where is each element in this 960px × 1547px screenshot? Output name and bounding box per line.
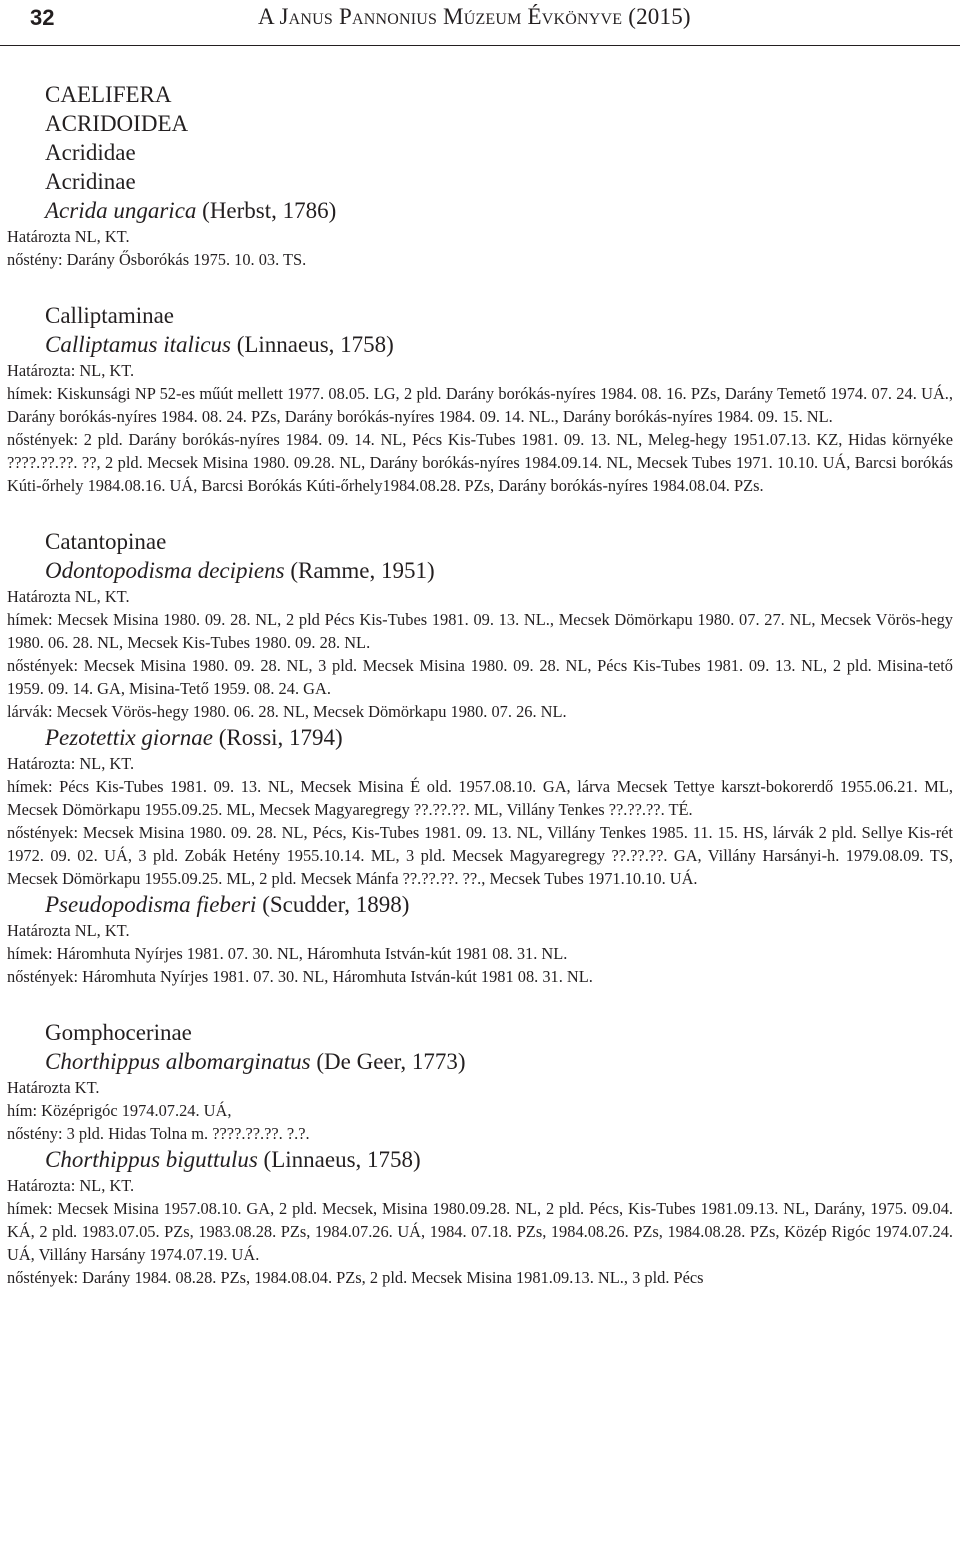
taxon-heading: Acrididae — [45, 140, 136, 165]
species-heading — [7, 723, 953, 752]
record-paragraph: hímek: Pécs Kis-Tubes 1981. 09. 13. NL, Mecsek Misina É old. 1957.08.10. GA, lárva Mecsek Tettye karszt-bokorerdő 1955.06.21. ML, Mecsek Dömörkapu 1955.09.25. ML, Mecsek Magyaregregy ??.??.??. ML, Villány Tenkes ??.??.??. TÉ. — [7, 777, 953, 819]
species-heading — [7, 556, 953, 585]
species-author: (De Geer, 1773) — [310, 1049, 466, 1074]
section-gap — [7, 271, 953, 301]
record-paragraph: nőstények: Mecsek Misina 1980. 09. 28. NL, Pécs, Kis-Tubes 1981. 09. 13. NL, Villány Tenkes 1985. 11. 15. HS, lárvák 2 pld. Sellye Kis-rét 1972. 09. 02. UÁ, 3 pld. Zobák Hetény 1955.10.14. ML, 3 pld. Mecsek Magyaregregy ??.??.??. GA, Villány Harsányi-h. 1979.08.09. TS, Mecsek Dömörkapu 1955.09.25. ML, 2 pld. Mecsek Mánfa ??.??.??. ??., Mecsek Tubes 1971.10.10. UÁ. — [7, 823, 953, 888]
species-name: Pezotettix giornae — [45, 725, 213, 750]
taxon-heading: ACRIDOIDEA — [45, 111, 189, 136]
record-paragraph: Határozta NL, KT. — [7, 587, 130, 606]
record-paragraph: hímek: Mecsek Misina 1957.08.10. GA, 2 pld. Mecsek, Misina 1980.09.28. NL, 2 pld. Pécs, Kis-Tubes 1981.09.13. NL, Darány, 1975. 09.04. KÁ, 2 pld. 1983.07.05. PZs, 1983.08.28. PZs, 1984.07.26. UÁ, 1984. 07.18. PZs, 1984.08.26. PZs, 1984.08.28. PZs, Közép Rigóc 1974.07.24. UÁ, Villány Harsány 1974.07.19. UÁ. — [7, 1199, 953, 1264]
record-paragraph: Határozta NL, KT. — [7, 227, 130, 246]
record-paragraph: Határozta KT. — [7, 1078, 100, 1097]
species-author: (Linnaeus, 1758) — [230, 332, 394, 357]
record-paragraph: hímek: Háromhuta Nyírjes 1981. 07. 30. NL, Háromhuta István-kút 1981 08. 31. NL. — [7, 944, 568, 963]
record-paragraph: hímek: Mecsek Misina 1980. 09. 28. NL, 2 pld Pécs Kis-Tubes 1981. 09. 13. NL., Mecsek Dömörkapu 1980. 07. 27. NL, Mecsek Vörös-hegy 1980. 06. 28. NL, Mecsek Kis-Tubes 1980. 09. 28. NL. — [7, 610, 953, 652]
record-paragraph: hím: Középrigóc 1974.07.24. UÁ, — [7, 1101, 232, 1120]
running-title: A Janus Pannonius Múzeum Évkönyve (2015) — [258, 4, 691, 29]
document-body — [7, 80, 953, 1289]
record-paragraph: nőstények: Mecsek Misina 1980. 09. 28. NL, 3 pld. Mecsek Misina 1980. 09. 28. NL, Pécs Kis-Tubes 1981. 09. 13. NL, 2 pld. Misina-tető 1959. 09. 14. GA, Misina-Tető 1959. 08. 24. GA. — [7, 656, 953, 698]
page-header — [0, 0, 960, 46]
page-number: 32 — [30, 5, 55, 30]
record-paragraph: Határozta NL, KT. — [7, 921, 130, 940]
taxon-heading: Catantopinae — [45, 529, 167, 554]
record-paragraph: Határozta: NL, KT. — [7, 361, 135, 380]
species-name: Acrida ungarica — [45, 198, 197, 223]
record-paragraph: lárvák: Mecsek Vörös-hegy 1980. 06. 28. NL, Mecsek Dömörkapu 1980. 07. 26. NL. — [7, 702, 567, 721]
species-heading — [7, 196, 953, 225]
species-name: Pseudopodisma fieberi — [45, 892, 257, 917]
species-author: (Scudder, 1898) — [256, 892, 410, 917]
species-heading — [7, 1047, 953, 1076]
species-name: Odontopodisma decipiens — [45, 558, 285, 583]
species-heading — [7, 1145, 953, 1174]
taxon-heading: Calliptaminae — [45, 303, 175, 328]
record-paragraph: Határozta: NL, KT. — [7, 1176, 135, 1195]
species-author: (Ramme, 1951) — [284, 558, 435, 583]
species-name: Chorthippus albomarginatus — [45, 1049, 311, 1074]
record-paragraph: Határozta: NL, KT. — [7, 754, 135, 773]
species-heading — [7, 890, 953, 919]
record-paragraph: nőstény: Darány Ősborókás 1975. 10. 03. TS. — [7, 250, 307, 269]
species-author: (Linnaeus, 1758) — [257, 1147, 421, 1172]
taxon-heading: Gomphocerinae — [45, 1020, 192, 1045]
record-paragraph: nőstény: 3 pld. Hidas Tolna m. ????.??.??. ?.?. — [7, 1124, 310, 1143]
record-paragraph: hímek: Kiskunsági NP 52-es műút mellett 1977. 08.05. LG, 2 pld. Darány borókás-nyíres 1984. 08. 16. PZs, Darány Temető 1974. 07. 24. UÁ., Darány borókás-nyíres 1984. 08. 24. PZs, Darány borókás-nyíres 1984. 09. 14. NL., Darány borókás-nyíres 1984. 09. 15. NL. — [7, 384, 953, 426]
section-gap — [7, 497, 953, 527]
species-author: (Rossi, 1794) — [213, 725, 343, 750]
taxon-heading: CAELIFERA — [45, 82, 172, 107]
record-paragraph: nőstények: 2 pld. Darány borókás-nyíres 1984. 09. 14. NL, Pécs Kis-Tubes 1981. 09. 13. NL, Meleg-hegy 1951.07.13. KZ, Hidas környéke ????.??.??. ??, 2 pld. Mecsek Misina 1980. 09.28. NL, Darány borókás-nyíres 1984.09.14. NL, Mecsek Tubes 1971. 10.10. UÁ, Barcsi borókás Kúti-őrhely 1984.08.16. UÁ, Barcsi Borókás Kúti-őrhely1984.08.28. PZs, Darány borókás-nyíres 1984.08.04. PZs. — [7, 430, 953, 495]
species-name: Chorthippus biguttulus — [45, 1147, 258, 1172]
record-paragraph: nőstények: Háromhuta Nyírjes 1981. 07. 30. NL, Háromhuta István-kút 1981 08. 31. NL. — [7, 967, 593, 986]
section-gap — [7, 988, 953, 1018]
species-author: (Herbst, 1786) — [196, 198, 337, 223]
taxon-heading: Acridinae — [45, 169, 136, 194]
species-heading — [7, 330, 953, 359]
species-name: Calliptamus italicus — [45, 332, 231, 357]
record-paragraph: nőstények: Darány 1984. 08.28. PZs, 1984.08.04. PZs, 2 pld. Mecsek Misina 1981.09.13. NL., 3 pld. Pécs — [7, 1268, 704, 1287]
